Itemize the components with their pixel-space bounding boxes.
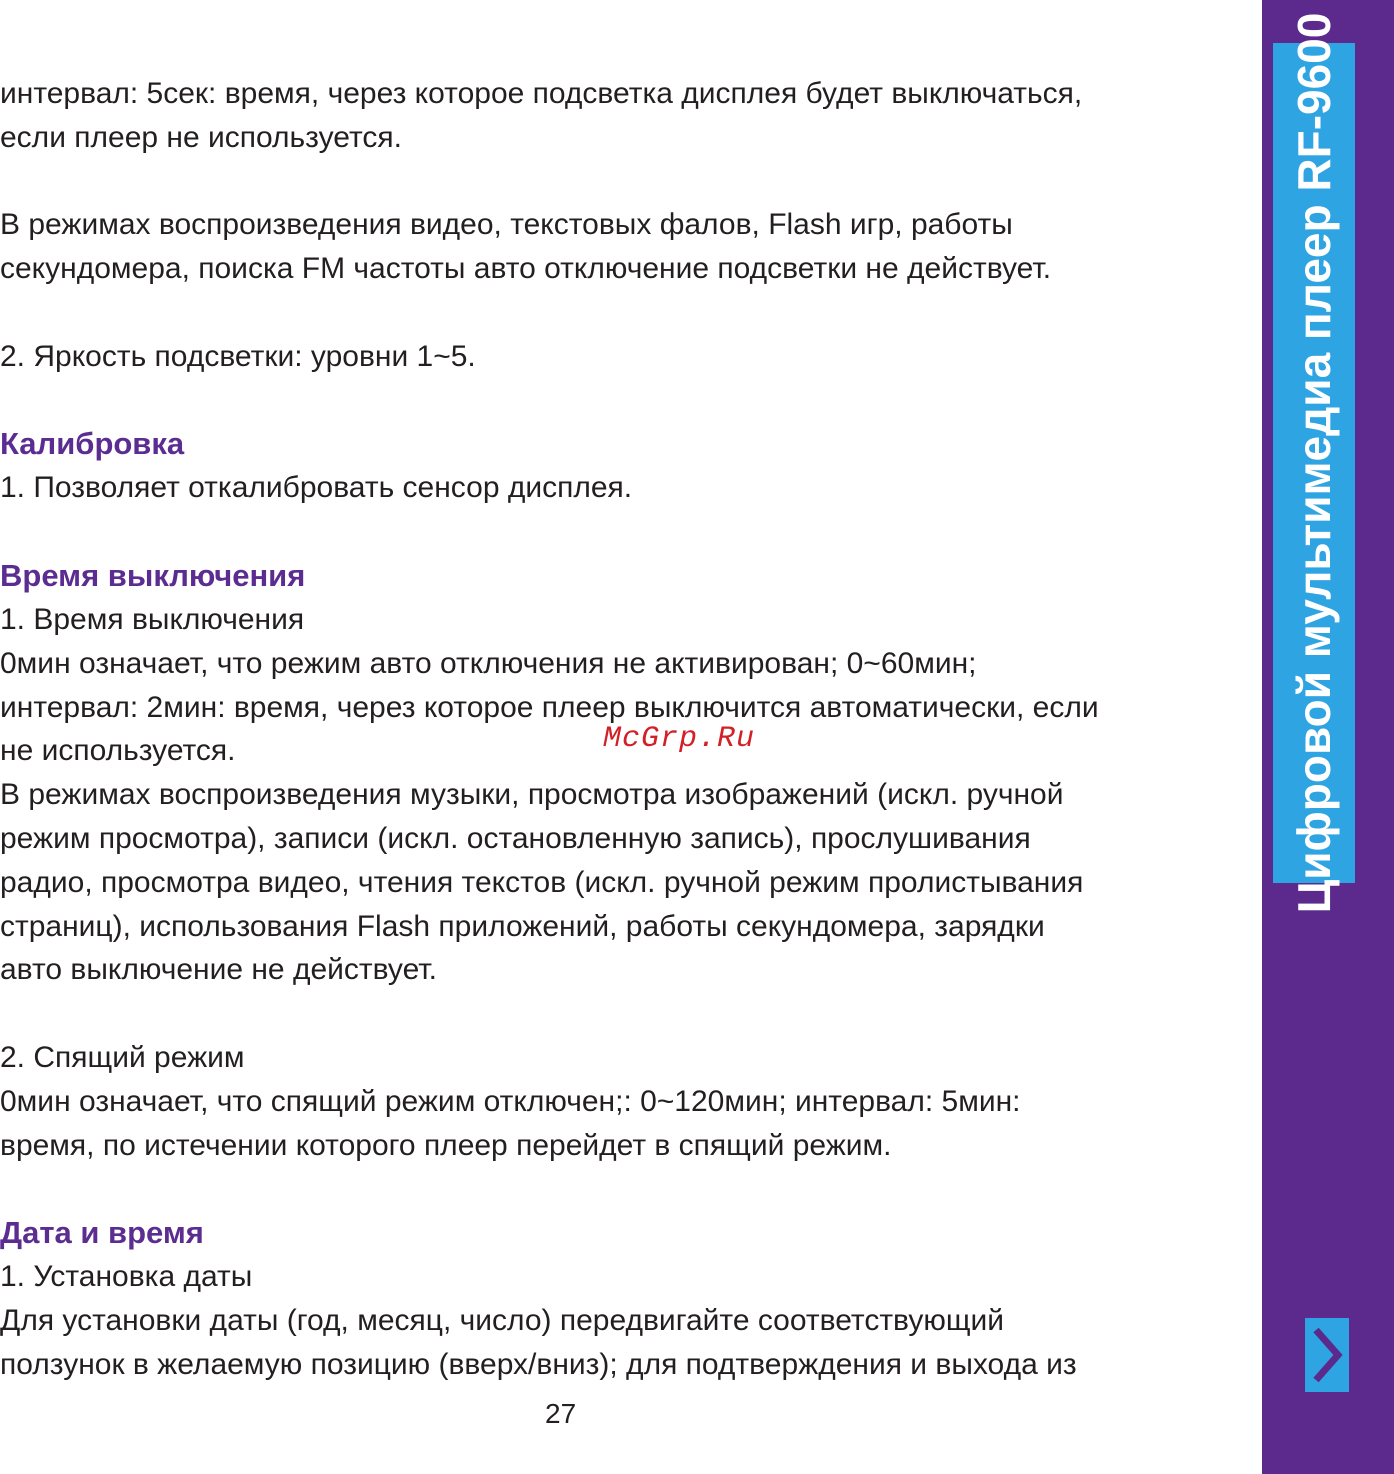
body-line: 1. Установка даты bbox=[0, 1260, 253, 1294]
body-line: 2. Спящий режим bbox=[0, 1040, 245, 1074]
next-page-button[interactable] bbox=[1305, 1318, 1349, 1392]
body-line: время, по истечении которого плеер перейдет в спящий режим. bbox=[0, 1128, 892, 1162]
body-line: режим просмотра), записи (искл. остановленную запись), прослушивания bbox=[0, 821, 1031, 855]
body-line: Для установки даты (год, месяц, число) передвигайте соответствующий bbox=[0, 1303, 1005, 1337]
body-line: ползунок в желаемую позицию (вверх/вниз); для подтверждения и выхода из bbox=[0, 1347, 1077, 1381]
page-number: 27 bbox=[545, 1398, 577, 1429]
sidebar-title: Цифровой мультимедиа плеер RF-9600 bbox=[1288, 12, 1340, 914]
body-line: 1. Время выключения bbox=[0, 602, 305, 636]
body-line: В режимах воспроизведения музыки, просмотра изображений (искл. ручной bbox=[0, 778, 1064, 812]
body-line: авто выключение не действует. bbox=[0, 953, 438, 987]
body-line: если плеер не используется. bbox=[0, 120, 402, 154]
body-line: В режимах воспроизведения видео, текстовых фалов, Flash игр, работы bbox=[0, 208, 1013, 242]
watermark: McGrp.Ru bbox=[603, 722, 756, 756]
body-line: интервал: 2мин: время, через которое плеер выключится автоматически, если bbox=[0, 690, 1099, 724]
body-line: 1. Позволяет откалибровать сенсор дисплея. bbox=[0, 471, 633, 505]
chevron-right-icon bbox=[1310, 1324, 1344, 1386]
section-heading-shutdown: Время выключения bbox=[0, 557, 306, 593]
body-line: интервал: 5сек: время, через которое подсветка дисплея будет выключаться, bbox=[0, 77, 1083, 110]
section-heading-datetime: Дата и время bbox=[0, 1215, 204, 1251]
section-heading-calibration: Калибровка bbox=[0, 426, 185, 462]
body-line: радио, просмотра видео, чтения текстов (искл. ручной режим пролистывания bbox=[0, 865, 1084, 899]
body-line: секундомера, поиска FM частоты авто отключение подсветки не действует. bbox=[0, 252, 1052, 286]
sidebar-title-box bbox=[1273, 12, 1355, 914]
body-line: не используется. bbox=[0, 734, 236, 768]
body-line: 0мин означает, что спящий режим отключен;: 0~120мин; интервал: 5мин: bbox=[0, 1084, 1021, 1118]
body-line: страниц), использования Flash приложений, работы секундомера, зарядки bbox=[0, 909, 1045, 943]
body-line: 2. Яркость подсветки: уровни 1~5. bbox=[0, 339, 476, 373]
body-line: 0мин означает, что режим авто отключения не активирован; 0~60мин; bbox=[0, 646, 977, 680]
